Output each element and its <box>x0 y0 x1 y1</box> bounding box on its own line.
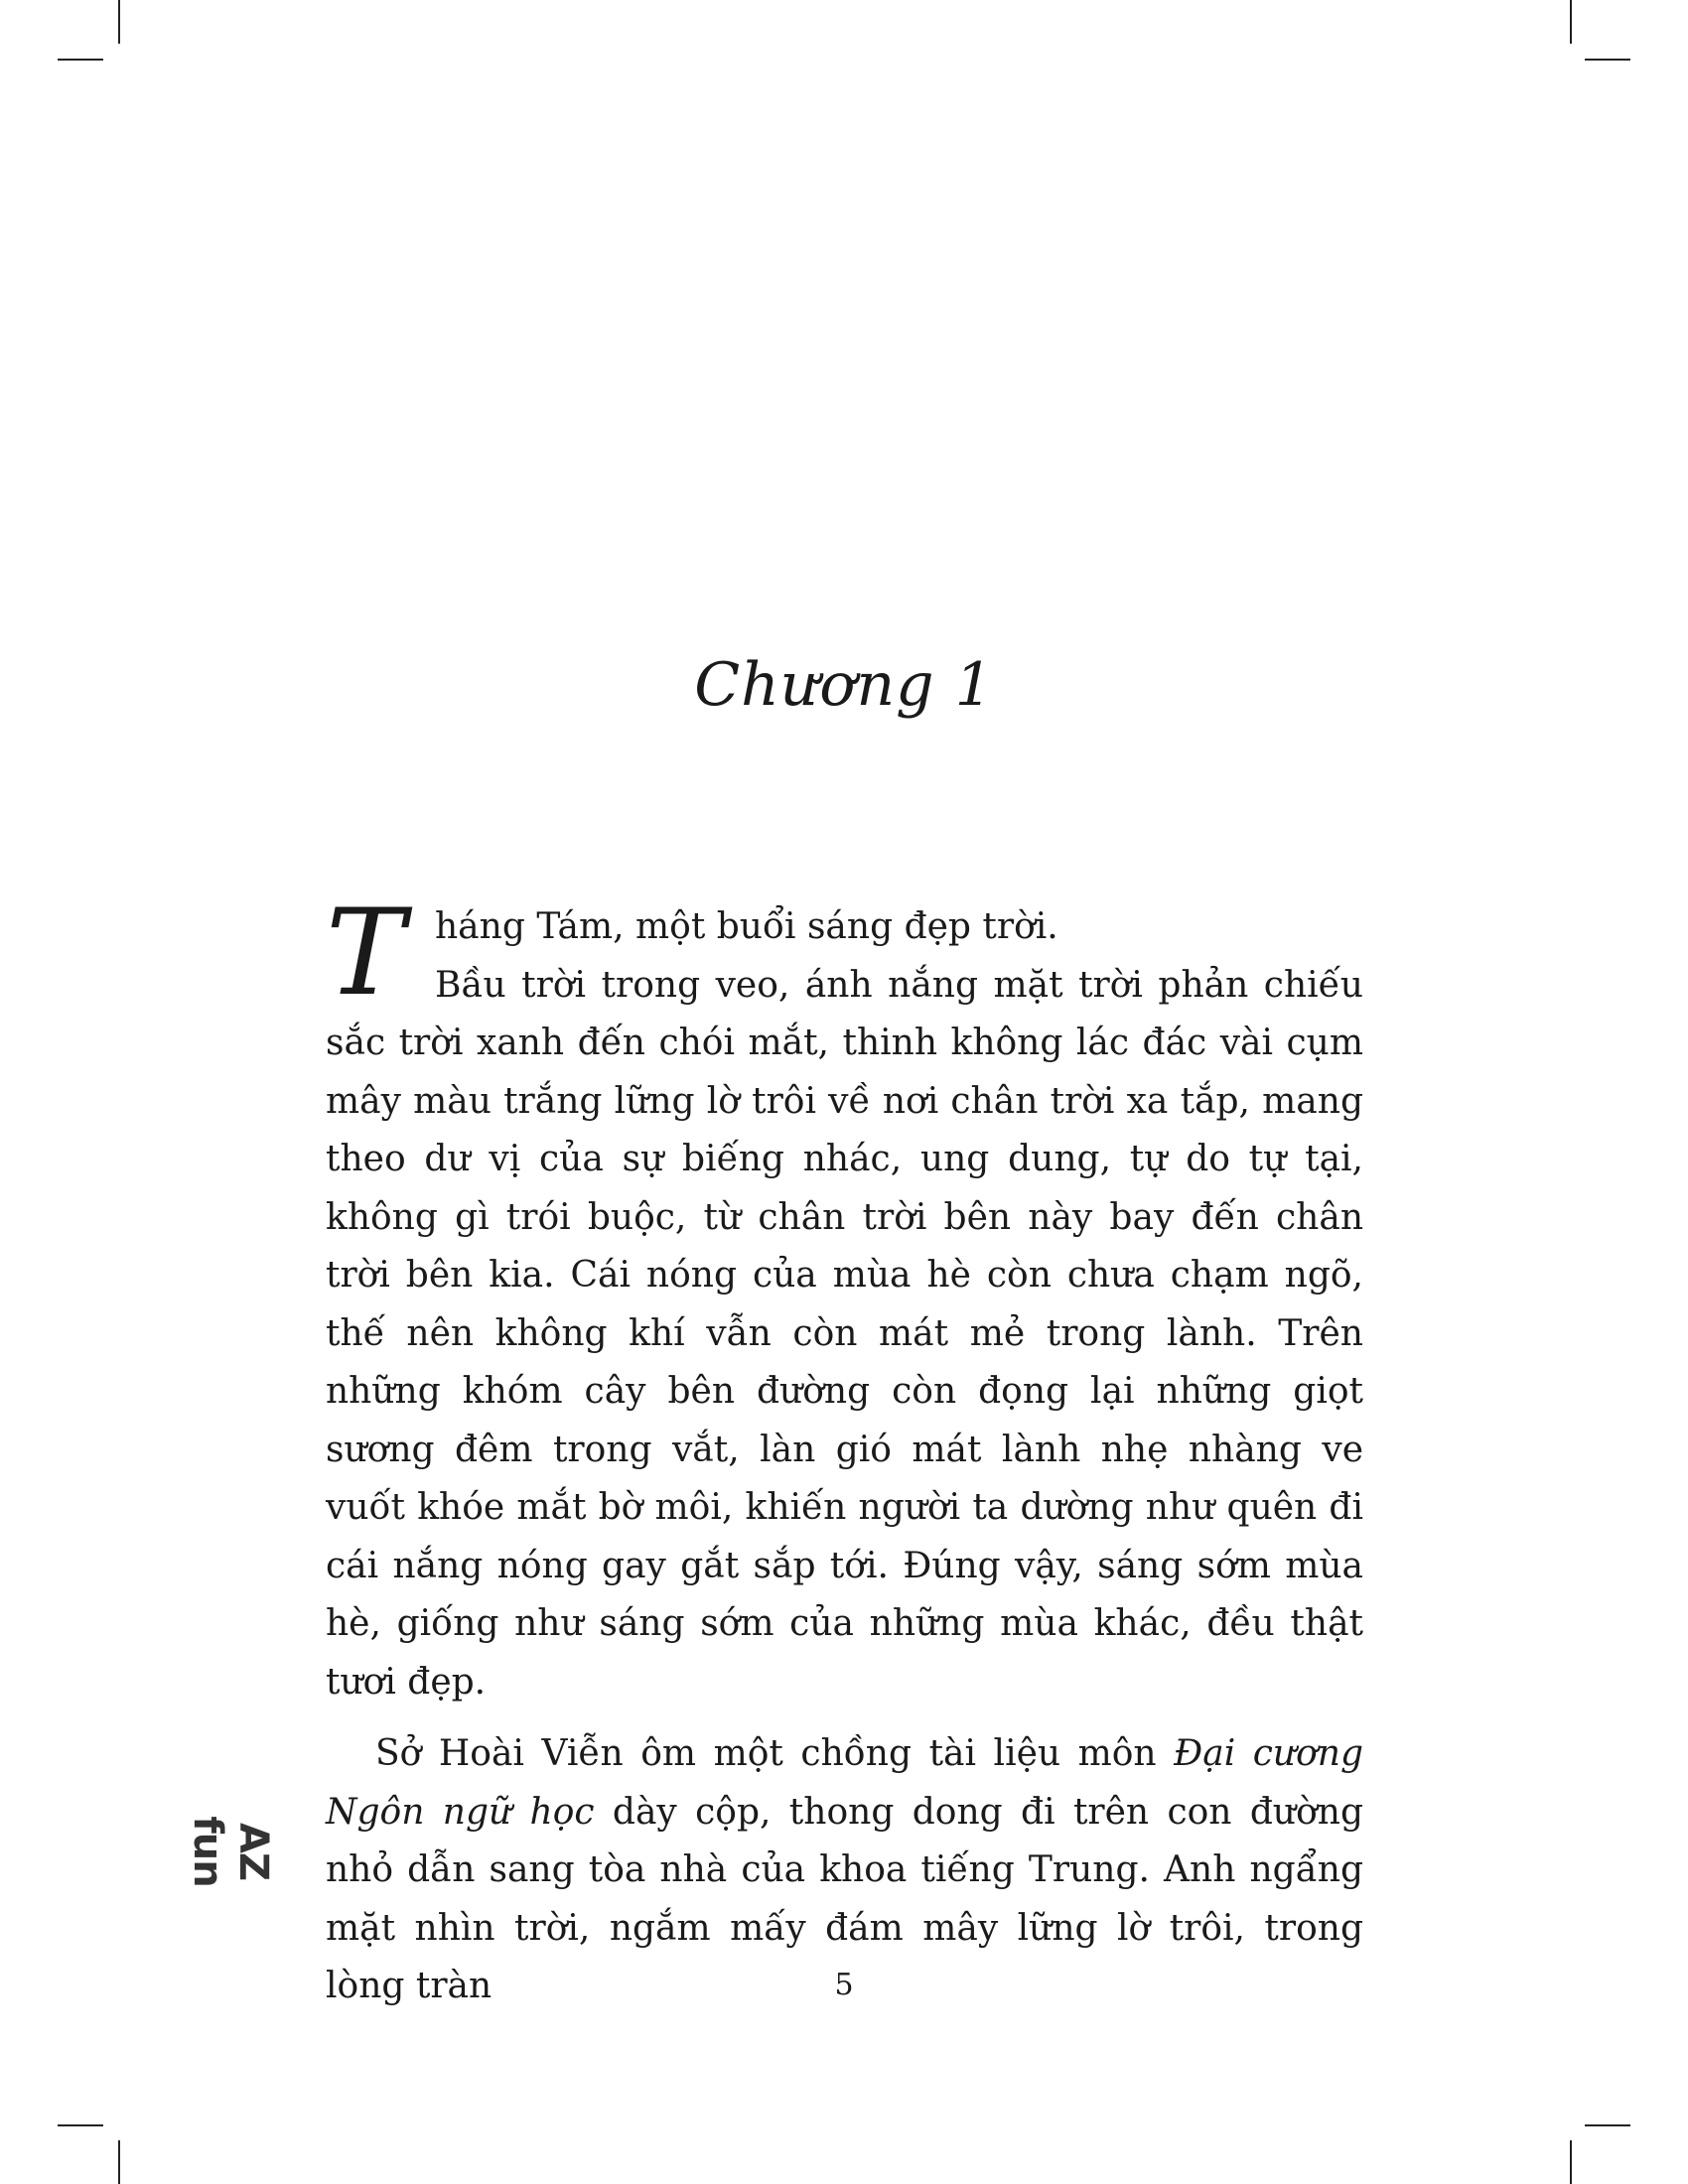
crop-mark-bottom-left-vertical <box>118 2140 120 2184</box>
paragraph-3-text-start: Sở Hoài Viễn ôm một chồng tài liệu môn <box>375 1733 1175 1774</box>
crop-mark-bottom-right-horizontal <box>1585 2124 1630 2126</box>
publisher-logo-text: AZ fun <box>185 1816 276 1887</box>
paragraph-1: háng Tám, một buổi sáng đẹp trời. <box>435 906 1058 947</box>
crop-mark-top-right-vertical <box>1570 0 1572 44</box>
course-title-italic: Đại cương Ngôn ngữ học <box>326 1733 1364 1833</box>
crop-mark-bottom-left-horizontal <box>58 2124 103 2126</box>
page-number: 5 <box>834 1968 854 2002</box>
crop-mark-bottom-right-vertical <box>1570 2140 1572 2184</box>
paragraph-2: Bầu trời trong veo, ánh nắng mặt trời phản chiếu sắc trời xanh đến chói mắt, thinh không lác đác vài cụm mây màu trắng lững lờ trôi về nơi chân trời xa tắp, mang theo dư vị của sự biếng nhác, ung dung, tự do tự tại, không gì trói buộc, từ chân trời bên này bay đến chân trời bên kia. Cái nóng của mùa hè còn chưa chạm ngõ, thế nên không khí vẫn còn mát mẻ trong lành. Trên những khóm cây bên đường còn đọng lại những giọt sương đêm trong vắt, làn gió mát lành nhẹ nhàng ve vuốt khóe mắt bờ môi, khiến người ta dường như quên đi cái nắng nóng gay gắt sắp tới. Đúng vậy, sáng sớm mùa hè, giống như sáng sớm của những mùa khác, đều thật tươi đẹp. <box>326 964 1363 1703</box>
drop-cap: T <box>326 885 406 1023</box>
crop-mark-top-left-vertical <box>118 0 120 44</box>
publisher-logo <box>185 1762 276 1891</box>
crop-mark-top-left-horizontal <box>58 59 103 61</box>
body-text <box>326 885 1364 2016</box>
chapter-title: Chương 1 <box>694 650 994 720</box>
crop-mark-top-right-horizontal <box>1585 59 1630 61</box>
paragraph-3-text-end: dày cộp, thong dong đi trên con đường nhỏ dẫn sang tòa nhà của khoa tiếng Trung. Anh ngẩng mặt nhìn trời, ngắm mấy đám mây lững lờ trôi, trong lòng tràn <box>326 1791 1363 2006</box>
